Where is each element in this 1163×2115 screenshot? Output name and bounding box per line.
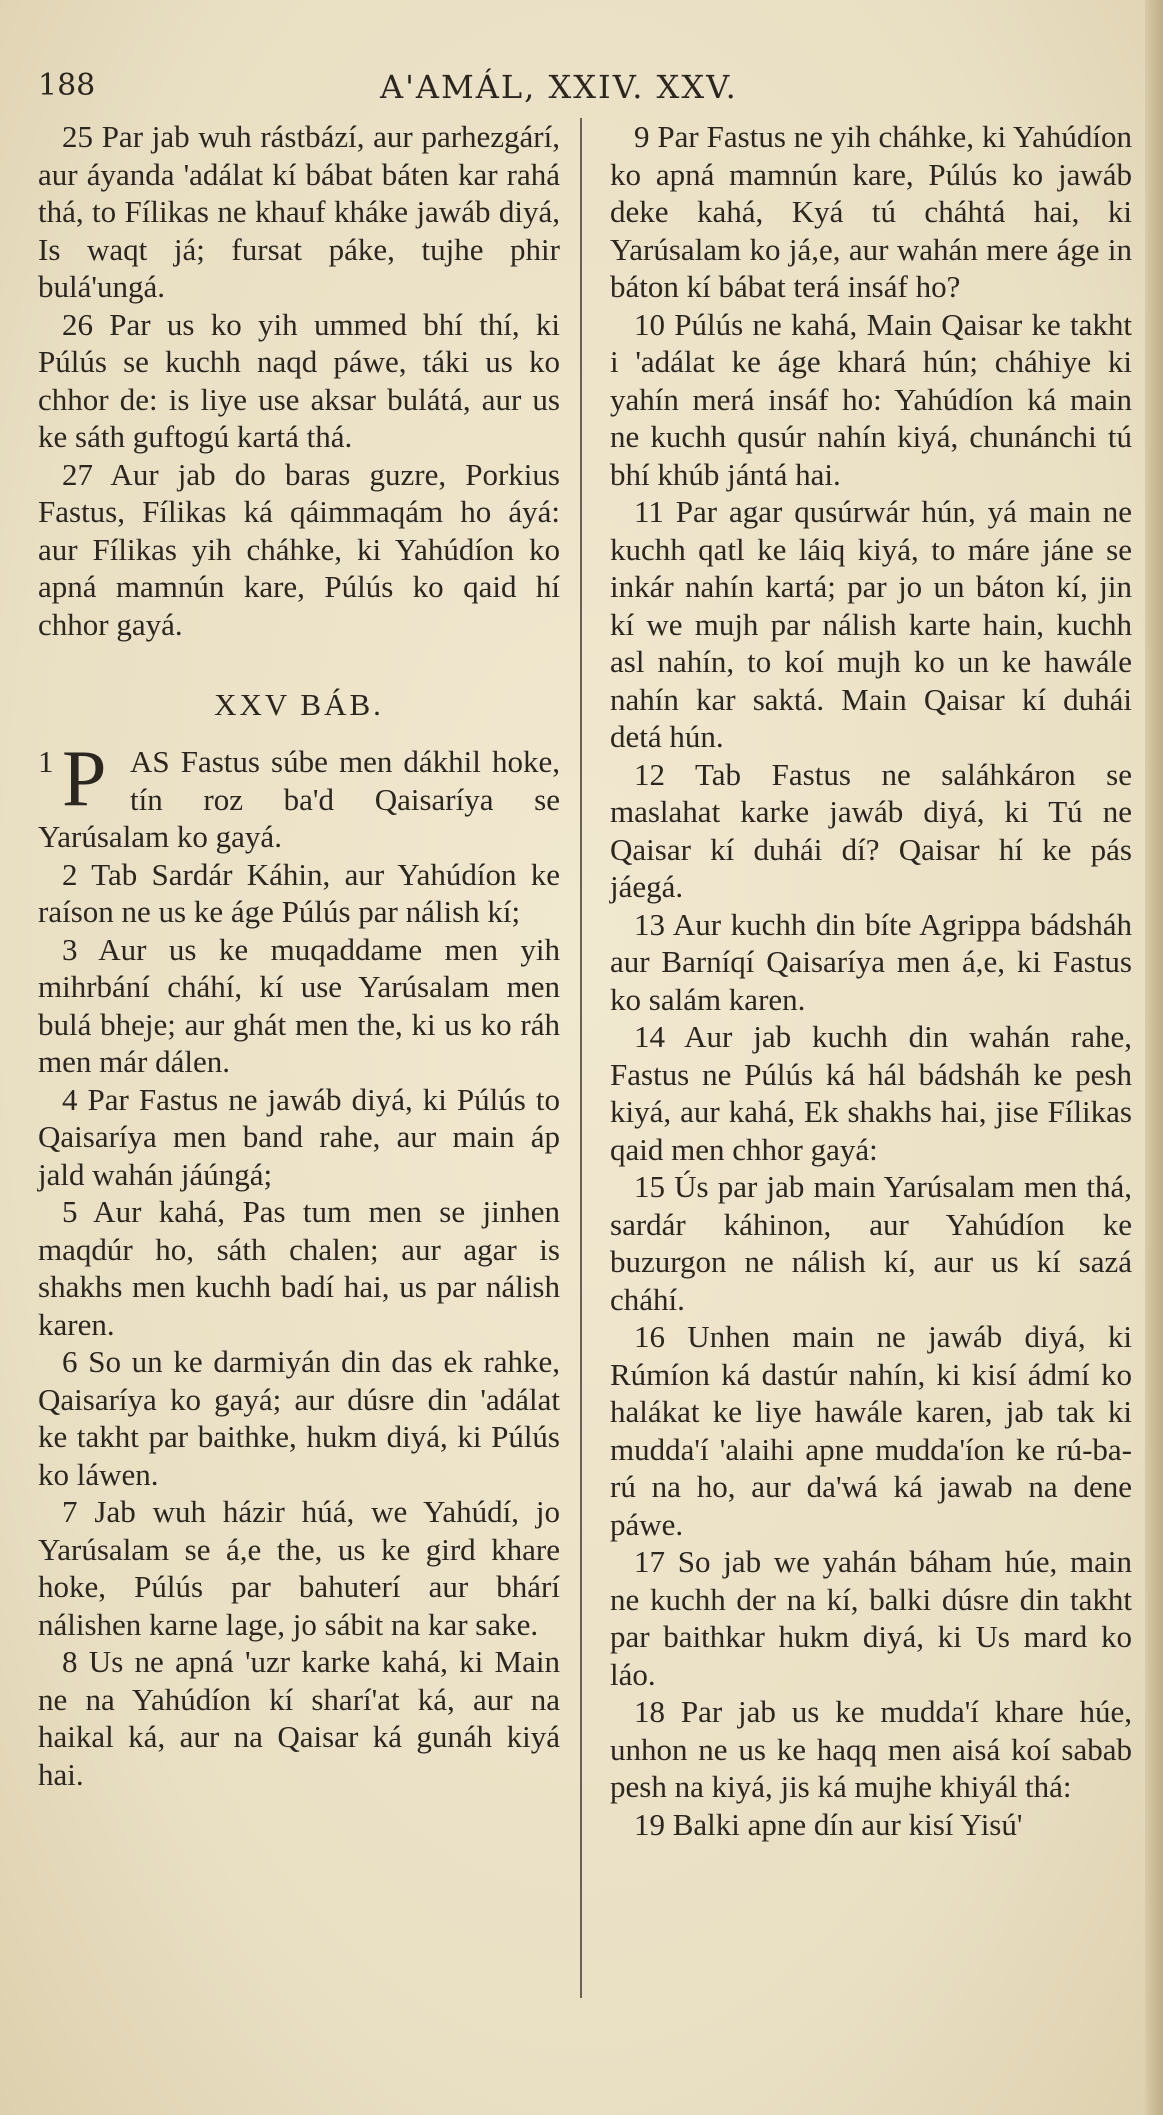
chapter-heading: XXV BÁB. <box>214 687 384 722</box>
verse-paragraph: 10 Púlús ne kahá, Main Qaisar ke takht i 'adálat ke áge khará hún; cháhiye ki yahín merá insáf ho: Yahúdíon ká main ne kuchh qusúr nahín kiyá, chunánchi tú bhí khúb jántá hai. <box>610 306 1132 492</box>
verse-paragraph: 18 Par jab us ke mudda'í khare húe, unhon ne us ke haqq men aisá koí sabab pesh na kiyá, jis ká mujhe khiyál thá: <box>610 1694 1132 1804</box>
verse-paragraph: 17 So jab we yahán báham húe, main ne kuchh der na kí, balki dúsre din takht par baithkar hukm diyá, ki Us mard ko láo. <box>610 1544 1132 1692</box>
page-number: 188 <box>38 68 96 103</box>
verse-paragraph: 3 Aur us ke muqaddame men yih mihrbání cháhí, kí use Yarúsalam men bulá bheje; aur ghát men the, ki us ko ráh men már dálen. <box>38 931 560 1079</box>
column-divider <box>580 118 582 1998</box>
verse-paragraph: 4 Par Fastus ne jawáb diyá, ki Púlús to Qaisaríya men band rahe, aur main áp jald wahán jáúngá; <box>38 1081 560 1192</box>
verse-paragraph: 13 Aur kuchh din bíte Agrippa bádsháh aur Barníqí Qaisaríya men á,e, ki Fastus ko salám karen. <box>610 906 1132 1017</box>
chapter-first-verse <box>38 735 560 856</box>
verse-paragraph: 2 Tab Sardár Káhin, aur Yahúdíon ke raíson ne us ke áge Púlús par nálish kí; <box>38 856 560 929</box>
verse-paragraph: 27 Aur jab do baras guzre, Porkius Fastus, Fílikas ká qáimmaqám ho áyá: aur Fílikas yih cháhke, ki Yahúdíon ko apná mamnún kare, Púlús ko qaid hí chhor gayá. <box>38 456 560 642</box>
left-column <box>38 118 560 1793</box>
verse-paragraph: 6 So un ke darmiyán din das ek rahke, Qaisaríya ko gayá; aur dúsre din 'adálat ke takht par baithke, hukm diyá, ki Púlús ko láwen. <box>38 1344 560 1492</box>
verse-paragraph: 15 Ús par jab main Yarúsalam men thá, sardár káhinon, aur Yahúdíon ke buzurgon ne nálish kí, aur us kí sazá cháhí. <box>610 1169 1132 1317</box>
verse-paragraph: 19 Balki apne dín aur kisí Yisú' <box>634 1806 1023 1842</box>
page-header <box>0 68 1163 118</box>
drop-cap-letter: P <box>62 735 107 823</box>
verse-paragraph: 16 Unhen main ne jawáb diyá, ki Rúmíon ká dastúr nahín, ki kisí ádmí ko halákat ke liye hawále karen, jab tak ki mudda'í 'alaihi apne mudda'íon ke rú-ba-rú na ho, aur da'wá ká jawab na dene páwe. <box>610 1319 1132 1542</box>
verse-paragraph: 9 Par Fastus ne yih cháhke, ki Yahúdíon ko apná mamnún kare, Púlús ko jawáb deke kahá, Kyá tú cháhtá hai, ki Yarúsalam ko já,e, aur wahán mere áge in báton kí bábat terá insáf ho? <box>610 119 1132 304</box>
verse-paragraph: 25 Par jab wuh rástbází, aur parhezgárí, aur áyanda 'adálat kí bábat báten kar rahá thá, to Fílikas ne khauf kháke jawáb diyá, Is waqt já; fursat páke, tujhe phir bulá'ungá. <box>38 119 560 304</box>
verse-paragraph: 11 Par agar qusúrwár hún, yá main ne kuchh qatl ke láiq kiyá, to máre jáne se inkár nahín kartá; par jo un báton kí, jin kí we mujh par nálish karte hain, kuchh asl nahín, to koí mujh ko un ke hawále nahín kar saktá. Main Qaisar kí duhái detá hún. <box>610 494 1132 754</box>
running-title: A'AMÁL, XXIV. XXV. <box>380 68 738 106</box>
page-edge <box>1145 0 1163 2115</box>
verse-number: 1 <box>38 744 54 779</box>
verse-paragraph: 8 Us ne apná 'uzr karke kahá, ki Main ne na Yahúdíon kí sharí'at ká, aur na haikal ká, aur na Qaisar ká gunáh kiyá hai. <box>38 1644 560 1792</box>
drop-cap-block <box>38 735 130 823</box>
verse-paragraph: 14 Aur jab kuchh din wahán rahe, Fastus ne Púlús ká hál bádsháh ke pesh kiyá, aur kahá, Ek shakhs hai, jise Fílikas qaid men chhor gayá: <box>610 1019 1132 1167</box>
right-column <box>610 118 1132 1843</box>
verse-paragraph: 12 Tab Fastus ne saláhkáron se maslahat karke jawáb diyá, ki Tú ne Qaisar kí duhái dí? Qaisar hí ke pás jáegá. <box>610 756 1132 904</box>
verse-paragraph: 5 Aur kahá, Pas tum men se jinhen maqdúr ho, sáth chalen; aur agar is shakhs men kuchh badí hai, us par nálish karen. <box>38 1194 560 1342</box>
verse-paragraph: 7 Jab wuh házir húá, we Yahúdí, jo Yarúsalam se á,e the, us ke gird khare hoke, Púlús par bahuterí aur bhárí nálishen karne lage, jo sábit na kar sake. <box>38 1494 560 1642</box>
verse-paragraph: 26 Par us ko yih ummed bhí thí, ki Púlús se kuchh naqd páwe, táki us ko chhor de: is liye use aksar bulátá, aur us ke sáth guftogú kartá thá. <box>38 306 560 454</box>
verse-text: AS Fastus súbe men dákhil hoke, tín roz ba'd Qaisaríya se Yarúsalam ko gayá. <box>38 744 560 854</box>
